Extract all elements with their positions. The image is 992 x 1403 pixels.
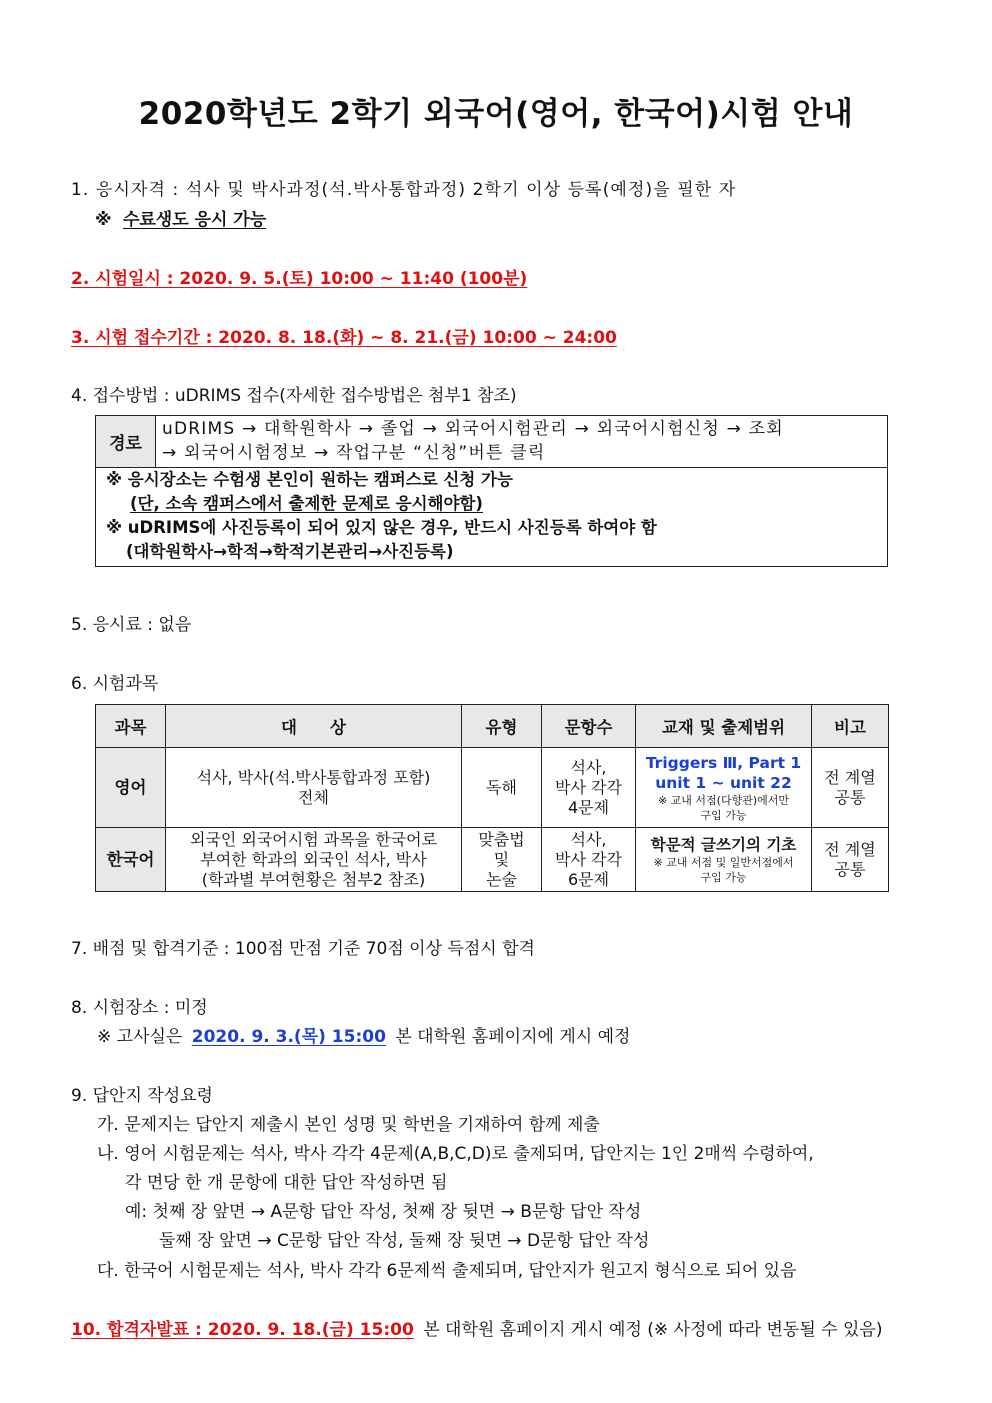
remark-line: 공통 (834, 859, 866, 879)
section-1-note-text: 수료생도 응시 가능 (122, 210, 267, 230)
target-cell (166, 828, 462, 892)
book-title: Triggers Ⅲ, Part 1 (645, 753, 802, 772)
section-8-note-pre: ※ 고사실은 (97, 1027, 183, 1047)
section-2-exam-date: 2. 시험일시 : 2020. 9. 5.(토) 10:00 ~ 11:40 (100분) (71, 269, 528, 289)
section-3-registration-period: 3. 시험 접수기간 : 2020. 8. 18.(화) ~ 8. 21.(금) 10:00 ~ 24:00 (71, 328, 617, 348)
header-subject: 과목 (96, 705, 166, 748)
header-remark: 비고 (812, 705, 889, 748)
section-8-note-date: 2020. 9. 3.(목) 15:00 (191, 1027, 386, 1047)
type-line: 및 (493, 849, 510, 869)
section-10-rest: 본 대학원 홈페이지 게시 예정 (※ 사정에 따라 변동될 수 있음) (423, 1320, 883, 1340)
book-note: ※ 교내 서점 및 일반서점에서 (653, 855, 794, 869)
route-notes (96, 468, 887, 566)
route-note-2: (단, 소속 캠퍼스에서 출제한 문제로 응시해야함) (130, 494, 483, 513)
target-line: 외국인 외국어시험 과목을 한국어로 (189, 829, 438, 849)
type-line: 논술 (486, 869, 517, 889)
section-10-result (71, 1315, 882, 1340)
section-9-item-b3: 예: 첫째 장 앞면 → A문항 답안 작성, 첫째 장 뒷면 → B문항 답안 작성 (125, 1202, 642, 1222)
section-5-fee: 5. 응시료 : 없음 (71, 615, 192, 635)
subject-cell: 영어 (96, 748, 166, 828)
header-target: 대 상 (166, 705, 462, 748)
section-9-answer-guide: 9. 답안지 작성요령 (71, 1086, 213, 1106)
route-note-3: ※ uDRIMS에 사진등록이 되어 있지 않은 경우, 반드시 사진등록 하여야 함 (106, 518, 657, 537)
type-line: 맞춤법 (478, 829, 525, 849)
target-line: 전체 (298, 787, 329, 807)
header-count: 문항수 (542, 705, 636, 748)
book-note: 구입 가능 (700, 808, 747, 822)
table-row-korean (96, 828, 889, 892)
type-cell: 독해 (462, 748, 542, 828)
target-cell (166, 748, 462, 828)
book-title: 학문적 글쓰기의 기초 (650, 835, 797, 854)
section-7-grading: 7. 배점 및 합격기준 : 100점 만점 기준 70점 이상 득점시 합격 (71, 939, 535, 959)
count-line: 석사, (570, 829, 607, 849)
count-line: 박사 각각 (555, 777, 622, 797)
count-line: 석사, (570, 757, 607, 777)
section-9-item-c: 다. 한국어 시험문제는 석사, 박사 각각 6문제씩 출제되며, 답안지가 원고지 형식으로 되어 있음 (97, 1261, 797, 1281)
remark-line: 전 계열 (824, 767, 876, 787)
remark-cell (812, 828, 889, 892)
book-cell (636, 828, 812, 892)
count-cell (542, 828, 636, 892)
route-label: 경로 (96, 416, 156, 468)
section-9-item-a: 가. 문제지는 답안지 제출시 본인 성명 및 학번을 기재하여 함께 제출 (97, 1115, 600, 1135)
table-header-row (96, 705, 889, 748)
section-4-registration-method: 4. 접수방법 : uDRIMS 접수(자세한 접수방법은 첨부1 참조) (71, 386, 517, 406)
route-box (95, 415, 888, 567)
book-note: ※ 교내 서점(다향관)에서만 (657, 793, 790, 807)
route-line-1: uDRIMS → 대학원학사 → 졸업 → 외국어시험관리 → 외국어시험신청 → 조회 (162, 419, 784, 439)
section-1-eligibility: 1. 응시자격 : 석사 및 박사과정(석.박사통합과정) 2학기 이상 등록(예정)을 필한 자 (71, 180, 737, 200)
subjects-table (95, 704, 889, 892)
type-cell (462, 828, 542, 892)
remark-cell (812, 748, 889, 828)
count-line: 6문제 (567, 869, 610, 889)
note-mark: ※ (95, 210, 112, 230)
header-book: 교재 및 출제범위 (636, 705, 812, 748)
count-cell (542, 748, 636, 828)
target-line: (학과별 부여현황은 첨부2 참조) (201, 869, 426, 889)
book-cell (636, 748, 812, 828)
section-8-location: 8. 시험장소 : 미정 (71, 998, 208, 1018)
remark-line: 공통 (834, 787, 866, 807)
header-type: 유형 (462, 705, 542, 748)
book-range: unit 1 ~ unit 22 (655, 773, 792, 792)
section-9-item-b2: 각 면당 한 개 문항에 대한 답안 작성하면 됨 (125, 1173, 448, 1193)
route-note-1: ※ 응시장소는 수험생 본인이 원하는 캠퍼스로 신청 가능 (106, 470, 513, 489)
route-note-4: (대학원학사→학적→학적기본관리→사진등록) (126, 542, 454, 561)
section-6-subjects: 6. 시험과목 (71, 674, 159, 694)
section-10-highlight: 10. 합격자발표 : 2020. 9. 18.(금) 15:00 (71, 1320, 414, 1340)
section-1-note (95, 205, 266, 230)
table-row-english (96, 748, 889, 828)
book-note: 구입 가능 (700, 870, 747, 884)
target-line: 석사, 박사(석.박사통합과정 포함) (196, 767, 431, 787)
remark-line: 전 계열 (824, 839, 876, 859)
section-8-note-post: 본 대학원 홈페이지에 게시 예정 (395, 1027, 631, 1047)
section-8-note (97, 1022, 630, 1047)
document-title: 2020학년도 2학기 외국어(영어, 한국어)시험 안내 (138, 96, 854, 132)
section-9-item-b1: 나. 영어 시험문제는 석사, 박사 각각 4문제(A,B,C,D)로 출제되며, 답안지는 1인 2매씩 수령하여, (97, 1144, 814, 1164)
route-line-2: → 외국어시험정보 → 작업구분 “신청”버튼 클릭 (162, 443, 546, 463)
count-line: 4문제 (567, 797, 610, 817)
route-content (156, 416, 887, 468)
section-9-item-b4: 둘째 장 앞면 → C문항 답안 작성, 둘째 장 뒷면 → D문항 답안 작성 (159, 1231, 650, 1251)
count-line: 박사 각각 (555, 849, 622, 869)
subject-cell: 한국어 (96, 828, 166, 892)
target-line: 부여한 학과의 외국인 석사, 박사 (200, 849, 427, 869)
